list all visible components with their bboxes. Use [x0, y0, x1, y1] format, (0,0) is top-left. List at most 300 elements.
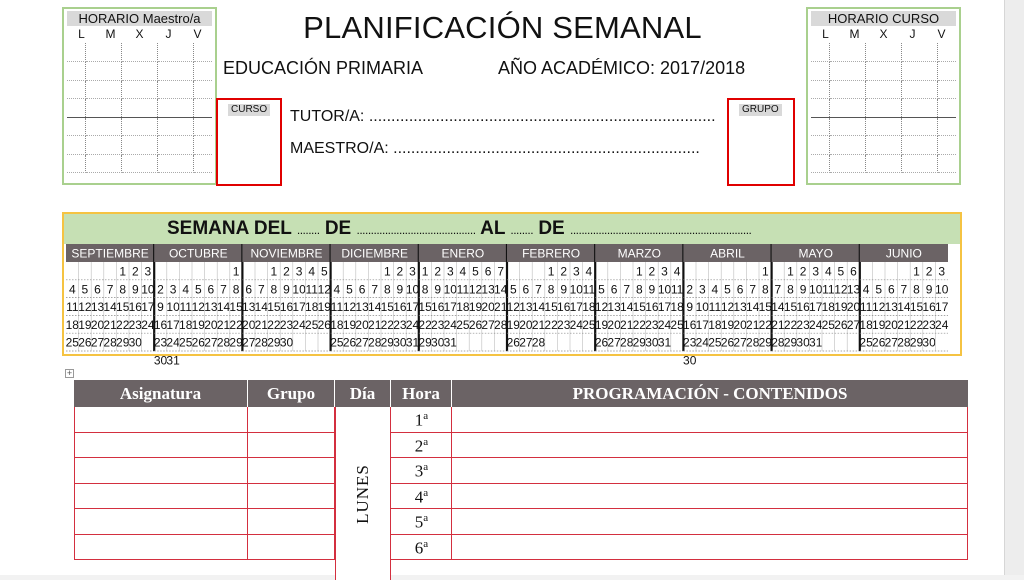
month-name: NOVIEMBRE: [250, 246, 323, 261]
calendar-day: 27: [884, 335, 898, 350]
calendar-day: 1: [421, 264, 429, 279]
course-schedule-table: [811, 43, 956, 173]
calendar-day: 24: [935, 317, 949, 332]
calendar-day: 31: [443, 335, 457, 350]
header-asignatura: Asignatura: [74, 380, 248, 407]
calendar-day: 7: [106, 282, 114, 297]
calendar-day: 22: [909, 317, 924, 332]
calendar-day: 23: [128, 317, 142, 332]
header-programacion: PROGRAMACIÓN - CONTENIDOS: [452, 380, 968, 407]
calendar-day: 5: [598, 282, 605, 297]
asignatura-cell[interactable]: [74, 407, 248, 433]
month-name: FEBRERO: [522, 246, 581, 261]
calendar-day: 29: [909, 335, 924, 350]
calendar-day: 26: [191, 335, 205, 350]
header-grupo: Grupo: [248, 380, 335, 407]
calendar-day: 27: [355, 335, 369, 350]
month-name: SEPTIEMBRE: [71, 246, 149, 261]
calendar-day: 17: [443, 300, 457, 315]
calendar-day: 15: [267, 300, 281, 315]
calendar-day: 9: [157, 300, 164, 315]
calendar-day: 29: [632, 335, 646, 350]
tutor-field[interactable]: TUTOR/A: ..............................................................................: [290, 108, 716, 125]
calendar-day: 4: [459, 264, 467, 279]
calendar-day: 21: [254, 317, 268, 332]
month-name: ABRIL: [710, 246, 745, 261]
calendar-day: 29: [418, 335, 432, 350]
month-name: DICIEMBRE: [341, 246, 409, 261]
calendar-day: 23: [922, 317, 936, 332]
calendar-day: 13: [355, 300, 369, 315]
calendar-day: 14: [771, 300, 785, 315]
calendar-day: 8: [270, 282, 278, 297]
grupo-label: GRUPO: [739, 104, 782, 116]
calendar-day: 18: [305, 300, 319, 315]
calendar-day: 7: [774, 282, 782, 297]
calendar-day: 5: [875, 282, 883, 297]
header-hora: Hora: [391, 380, 452, 407]
calendar-day: 14: [897, 300, 911, 315]
calendar-day: 8: [232, 282, 240, 297]
calendar-day: 23: [796, 317, 810, 332]
calendar-day: 8: [383, 282, 391, 297]
calendar-day: 28: [531, 335, 546, 350]
calendar-day: 19: [720, 317, 735, 332]
calendar-day: 6: [207, 282, 215, 297]
program-table: [74, 380, 968, 580]
calendar-day: 12: [317, 282, 331, 297]
header-dia: Día: [335, 380, 391, 407]
calendar-day: 27: [90, 335, 105, 350]
programacion-cell[interactable]: [452, 458, 968, 484]
calendar-day: 15: [380, 300, 394, 315]
calendar-day: 28: [494, 317, 508, 332]
week-de-label: DE: [324, 218, 352, 239]
calendar-day: 27: [519, 335, 533, 350]
calendar-day: 21: [368, 317, 382, 332]
calendar-day: 26: [506, 335, 520, 350]
programacion-cell[interactable]: [452, 407, 968, 433]
calendar-day: 28: [897, 335, 911, 350]
teacher-schedule-grid: [62, 7, 217, 185]
day-label: M: [849, 27, 860, 41]
calendar-day: 29: [267, 335, 281, 350]
calendar-day: 6: [736, 282, 744, 297]
calendar-day: 25: [670, 317, 684, 332]
day-label: X: [135, 27, 144, 41]
calendar-day: 28: [368, 335, 382, 350]
hour-number: 3: [414, 461, 424, 481]
calendar-day: 30: [128, 335, 142, 350]
calendar-day: 21: [746, 317, 760, 332]
calendar-day: 19: [317, 300, 331, 315]
calendar-day: 12: [594, 300, 609, 315]
calendar-day: 28: [771, 335, 785, 350]
maestro-field[interactable]: MAESTRO/A: .....................................................................: [290, 140, 700, 157]
calendar-day: 20: [733, 317, 747, 332]
calendar-day: 30: [431, 335, 445, 350]
week-label: SEMANA DEL: [167, 218, 292, 239]
academic-year: AÑO ACADÉMICO: 2017/2018: [498, 58, 746, 78]
calendar-day: 3: [169, 282, 177, 297]
calendar-day: 4: [585, 264, 593, 279]
calendar-day: 20: [90, 317, 105, 332]
calendar-day: 3: [661, 264, 668, 279]
calendar-day: 13: [481, 282, 495, 297]
calendar-day: 9: [560, 282, 568, 297]
calendar-day: 8: [761, 282, 769, 297]
calendar-day: 3: [446, 264, 454, 279]
grupo-cell[interactable]: [248, 458, 335, 484]
day-cell-lunes: [335, 407, 391, 580]
calendar-day: 10: [443, 282, 457, 297]
calendar-day: 28: [254, 335, 268, 350]
calendar-day: 1: [383, 264, 391, 279]
grupo-cell[interactable]: [248, 407, 335, 433]
calendar-day: 25: [582, 317, 596, 332]
calendar-day: 13: [242, 300, 256, 315]
calendar-day: 27: [733, 335, 747, 350]
day-label: X: [879, 27, 888, 41]
calendar-day: 12: [506, 300, 520, 315]
calendar-day: 9: [799, 282, 807, 297]
calendar-day: 6: [887, 282, 895, 297]
calendar-day: 26: [872, 335, 886, 350]
curso-box[interactable]: [216, 98, 282, 186]
calendar-day: 27: [242, 335, 256, 350]
calendar-day: 29: [783, 335, 798, 350]
calendar-day: 24: [292, 317, 306, 332]
teacher-schedule-title: HORARIO Maestro/a: [67, 11, 212, 26]
calendar-day: 11: [822, 282, 835, 297]
calendar-day: 10: [141, 282, 155, 297]
calendar-day: 12: [468, 282, 483, 297]
calendar-day: 9: [131, 282, 139, 297]
calendar-day: 20: [846, 300, 861, 315]
calendar-day: 18: [65, 317, 79, 332]
calendar-day: 26: [720, 335, 735, 350]
calendar-day: 16: [153, 317, 168, 332]
calendar-day: 26: [594, 335, 609, 350]
calendar-day: 27: [204, 335, 218, 350]
document-title: PLANIFICACIÓN SEMANAL: [303, 10, 702, 45]
calendar-day: 2: [648, 264, 656, 279]
calendar-day: 24: [443, 317, 457, 332]
calendar-day: 3: [295, 264, 303, 279]
calendar-day: 16: [683, 317, 697, 332]
calendar-day: 2: [799, 264, 807, 279]
calendar-day: 11: [708, 300, 722, 315]
day-label: J: [909, 27, 916, 41]
calendar-day: 3: [572, 264, 580, 279]
week-start-day-field[interactable]: ........: [296, 223, 320, 237]
day-label: L: [822, 27, 829, 41]
day-label: M: [105, 27, 116, 41]
grupo-cell[interactable]: [248, 509, 335, 535]
calendar-day: 13: [519, 300, 533, 315]
week-de-label-2: DE: [538, 218, 565, 239]
calendar-day: 26: [342, 335, 357, 350]
calendar-day: 12: [720, 300, 735, 315]
calendar-day: 8: [547, 282, 555, 297]
calendar-day: 18: [456, 300, 470, 315]
asignatura-cell[interactable]: [74, 458, 248, 484]
calendar-day: 25: [456, 317, 470, 332]
calendar-day: 16: [922, 300, 936, 315]
calendar-day: 8: [787, 282, 794, 297]
calendar-day: 26: [468, 317, 483, 332]
calendar-day: 5: [346, 282, 353, 297]
asignatura-cell[interactable]: [74, 433, 248, 459]
calendar-day: 15: [544, 300, 558, 315]
calendar-day: 16: [393, 300, 407, 315]
calendar-day: 11: [582, 282, 596, 297]
programacion-cell[interactable]: [452, 535, 968, 561]
calendar-day: 12: [834, 282, 848, 297]
calendar-day: 19: [594, 317, 609, 332]
calendar-day: 16: [128, 300, 142, 315]
day-label: V: [193, 27, 202, 41]
calendar-day: 25: [305, 317, 319, 332]
calendar-day: 14: [531, 300, 546, 315]
calendar-day: 18: [821, 300, 835, 315]
calendar-day: 12: [191, 300, 205, 315]
calendar-day: 6: [245, 282, 253, 297]
calendar-day: 5: [81, 282, 89, 297]
hour-label: [391, 512, 452, 533]
calendar-day: 11: [330, 300, 344, 315]
calendar-day: 7: [371, 282, 379, 297]
calendar-day: 1: [635, 264, 643, 279]
calendar-day: 7: [623, 282, 631, 297]
calendar-day: 10: [657, 282, 672, 297]
calendar-day: 9: [434, 282, 442, 297]
calendar-day: 10: [569, 282, 583, 297]
hour-label: [391, 538, 452, 559]
calendar-day: 11: [66, 300, 79, 315]
calendar-day: 19: [506, 317, 520, 332]
calendar-day: 6: [522, 282, 530, 297]
calendar-day: 6: [94, 282, 101, 297]
calendar-day: 21: [494, 300, 508, 315]
hour-ordinal: a: [423, 435, 429, 448]
calendar-day: 28: [746, 335, 760, 350]
calendar-day: 23: [645, 317, 659, 332]
calendar-day: 22: [116, 317, 130, 332]
calendar-day: 24: [405, 317, 420, 332]
calendar-day: 10: [405, 282, 420, 297]
calendar-day: 7: [257, 282, 265, 297]
calendar-day: 19: [872, 317, 886, 332]
calendar-day: 14: [494, 282, 508, 297]
month-name: JUNIO: [885, 246, 922, 261]
calendar-day: 18: [330, 317, 344, 332]
calendar-day: 23: [683, 335, 697, 350]
calendar-day: 1: [232, 264, 240, 279]
calendar-day: 23: [393, 317, 407, 332]
calendar-day: 31: [405, 335, 420, 350]
calendar-day: 18: [179, 317, 193, 332]
education-level: EDUCACIÓN PRIMARIA: [223, 58, 424, 78]
calendar-day: 25: [179, 335, 193, 350]
calendar-day: 28: [620, 335, 634, 350]
calendar-day: 14: [620, 300, 634, 315]
teacher-schedule-days: [67, 26, 212, 42]
calendar-day: 15: [783, 300, 798, 315]
calendar-day: 5: [320, 264, 328, 279]
calendar-day: 6: [358, 282, 366, 297]
calendar-day: 29: [116, 335, 130, 350]
table-move-handle[interactable]: +: [66, 368, 73, 378]
calendar-day: 20: [519, 317, 533, 332]
calendar-day: 29: [758, 335, 772, 350]
calendar-day: 5: [837, 264, 845, 279]
calendar-day: 6: [484, 264, 492, 279]
week-end-day-field[interactable]: ........: [510, 223, 534, 237]
hour-ordinal: a: [423, 537, 429, 550]
hour-number: 2: [414, 436, 424, 456]
calendar-day: 25: [821, 317, 835, 332]
calendar-day: 23: [557, 317, 571, 332]
calendar-day: 24: [809, 317, 823, 332]
calendar-day: 17: [405, 300, 420, 315]
asignatura-cell[interactable]: [74, 509, 248, 535]
calendar-day: 11: [859, 300, 873, 315]
calendar-day: 13: [846, 282, 861, 297]
calendar-day: 17: [569, 300, 583, 315]
calendar-day: 13: [733, 300, 747, 315]
calendar-day: 22: [544, 317, 558, 332]
calendar-day: 21: [771, 317, 785, 332]
calendar-day: 22: [267, 317, 281, 332]
asignatura-cell[interactable]: [74, 484, 248, 510]
calendar-day: 27: [481, 317, 495, 332]
calendar-day: 1: [787, 264, 794, 279]
calendar-day: 11: [179, 300, 192, 315]
week-end-month-field[interactable]: ................................................................: [570, 223, 752, 237]
calendar-day: 17: [809, 300, 823, 315]
calendar-day: 23: [153, 335, 168, 350]
calendar-day: 7: [749, 282, 757, 297]
calendar-day: 24: [569, 317, 583, 332]
calendar-day: 16: [431, 300, 445, 315]
calendar-day: 11: [670, 282, 684, 297]
calendar-day: 18: [670, 300, 684, 315]
calendar-day: 7: [220, 282, 227, 297]
calendar-day: 9: [686, 300, 694, 315]
calendar-day: 9: [396, 282, 404, 297]
calendar-day: 11: [305, 282, 318, 297]
calendar-day: 2: [396, 264, 404, 279]
calendar-day: 2: [283, 264, 290, 279]
calendar-day: 14: [216, 300, 231, 315]
calendar-day: 22: [632, 317, 646, 332]
calendar-day: 13: [607, 300, 621, 315]
hour-number: 6: [414, 538, 424, 558]
calendar-day: 16: [557, 300, 571, 315]
calendar-day: 24: [657, 317, 672, 332]
grupo-cell[interactable]: [248, 535, 335, 561]
calendar-day: 21: [897, 317, 911, 332]
calendar-day: 4: [68, 282, 76, 297]
calendar-day: 15: [229, 300, 243, 315]
calendar-day: 5: [472, 264, 479, 279]
day-label: J: [165, 27, 172, 41]
calendar-day: 20: [355, 317, 369, 332]
calendar-day: 14: [368, 300, 382, 315]
calendar-day: 30: [796, 335, 810, 350]
calendar-day: 20: [481, 300, 495, 315]
hour-number: 1: [414, 410, 424, 430]
calendar-day: 25: [859, 335, 873, 350]
day-label-lunes: LUNES: [353, 463, 372, 524]
calendar-day: 8: [913, 282, 920, 297]
calendar-day: 2: [157, 282, 164, 297]
calendar-day: 4: [182, 282, 190, 297]
calendar-day: 4: [673, 264, 681, 279]
calendar-day: 1: [761, 264, 769, 279]
calendar-day: 21: [531, 317, 546, 332]
calendar-day: 23: [279, 317, 294, 332]
grupo-box[interactable]: [727, 98, 795, 186]
grupo-cell[interactable]: [248, 484, 335, 510]
calendar-day: 2: [434, 264, 442, 279]
calendar-day: 25: [708, 335, 722, 350]
calendar-day: 19: [191, 317, 205, 332]
calendar-day: 30: [393, 335, 407, 350]
calendar-day: 25: [65, 335, 79, 350]
calendar-day: 19: [468, 300, 483, 315]
calendar-day: 15: [418, 300, 432, 315]
calendar-day: 29: [380, 335, 394, 350]
window-gutter: [1004, 0, 1024, 575]
calendar-day: 4: [862, 282, 870, 297]
calendar-day: 10: [695, 300, 709, 315]
grupo-cell[interactable]: [248, 433, 335, 459]
calendar-day: 8: [421, 282, 429, 297]
asignatura-cell[interactable]: [74, 535, 248, 561]
calendar-day: 15: [909, 300, 924, 315]
week-start-month-field[interactable]: ..........................................: [356, 223, 476, 237]
calendar-day: 15: [116, 300, 130, 315]
teacher-schedule-table: [67, 43, 212, 173]
course-schedule-grid: [806, 7, 961, 185]
calendar-day: 18: [708, 317, 722, 332]
calendar-day: 22: [783, 317, 798, 332]
programacion-cell[interactable]: [452, 484, 968, 510]
day-label: L: [78, 27, 85, 41]
calendar-day: 11: [456, 282, 470, 297]
programacion-cell[interactable]: [452, 433, 968, 459]
calendar-day: 3: [812, 264, 820, 279]
calendar-day: 14: [254, 300, 268, 315]
calendar-day: 17: [141, 300, 155, 315]
calendar-day: 8: [119, 282, 127, 297]
calendar-day: 31: [657, 335, 672, 350]
calendar-day: 27: [607, 335, 621, 350]
calendar-day: 16: [796, 300, 810, 315]
calendar-day: 6: [850, 264, 857, 279]
calendar-day: 2: [925, 264, 933, 279]
calendar-day: 23: [431, 317, 445, 332]
calendar-day: 5: [724, 282, 731, 297]
month-name: ENERO: [441, 246, 485, 261]
programacion-cell[interactable]: [452, 509, 968, 535]
week-al-label: AL: [480, 218, 506, 239]
calendar-day: 10: [935, 282, 949, 297]
hour-ordinal: a: [423, 410, 429, 422]
calendar-day: 2: [131, 264, 139, 279]
